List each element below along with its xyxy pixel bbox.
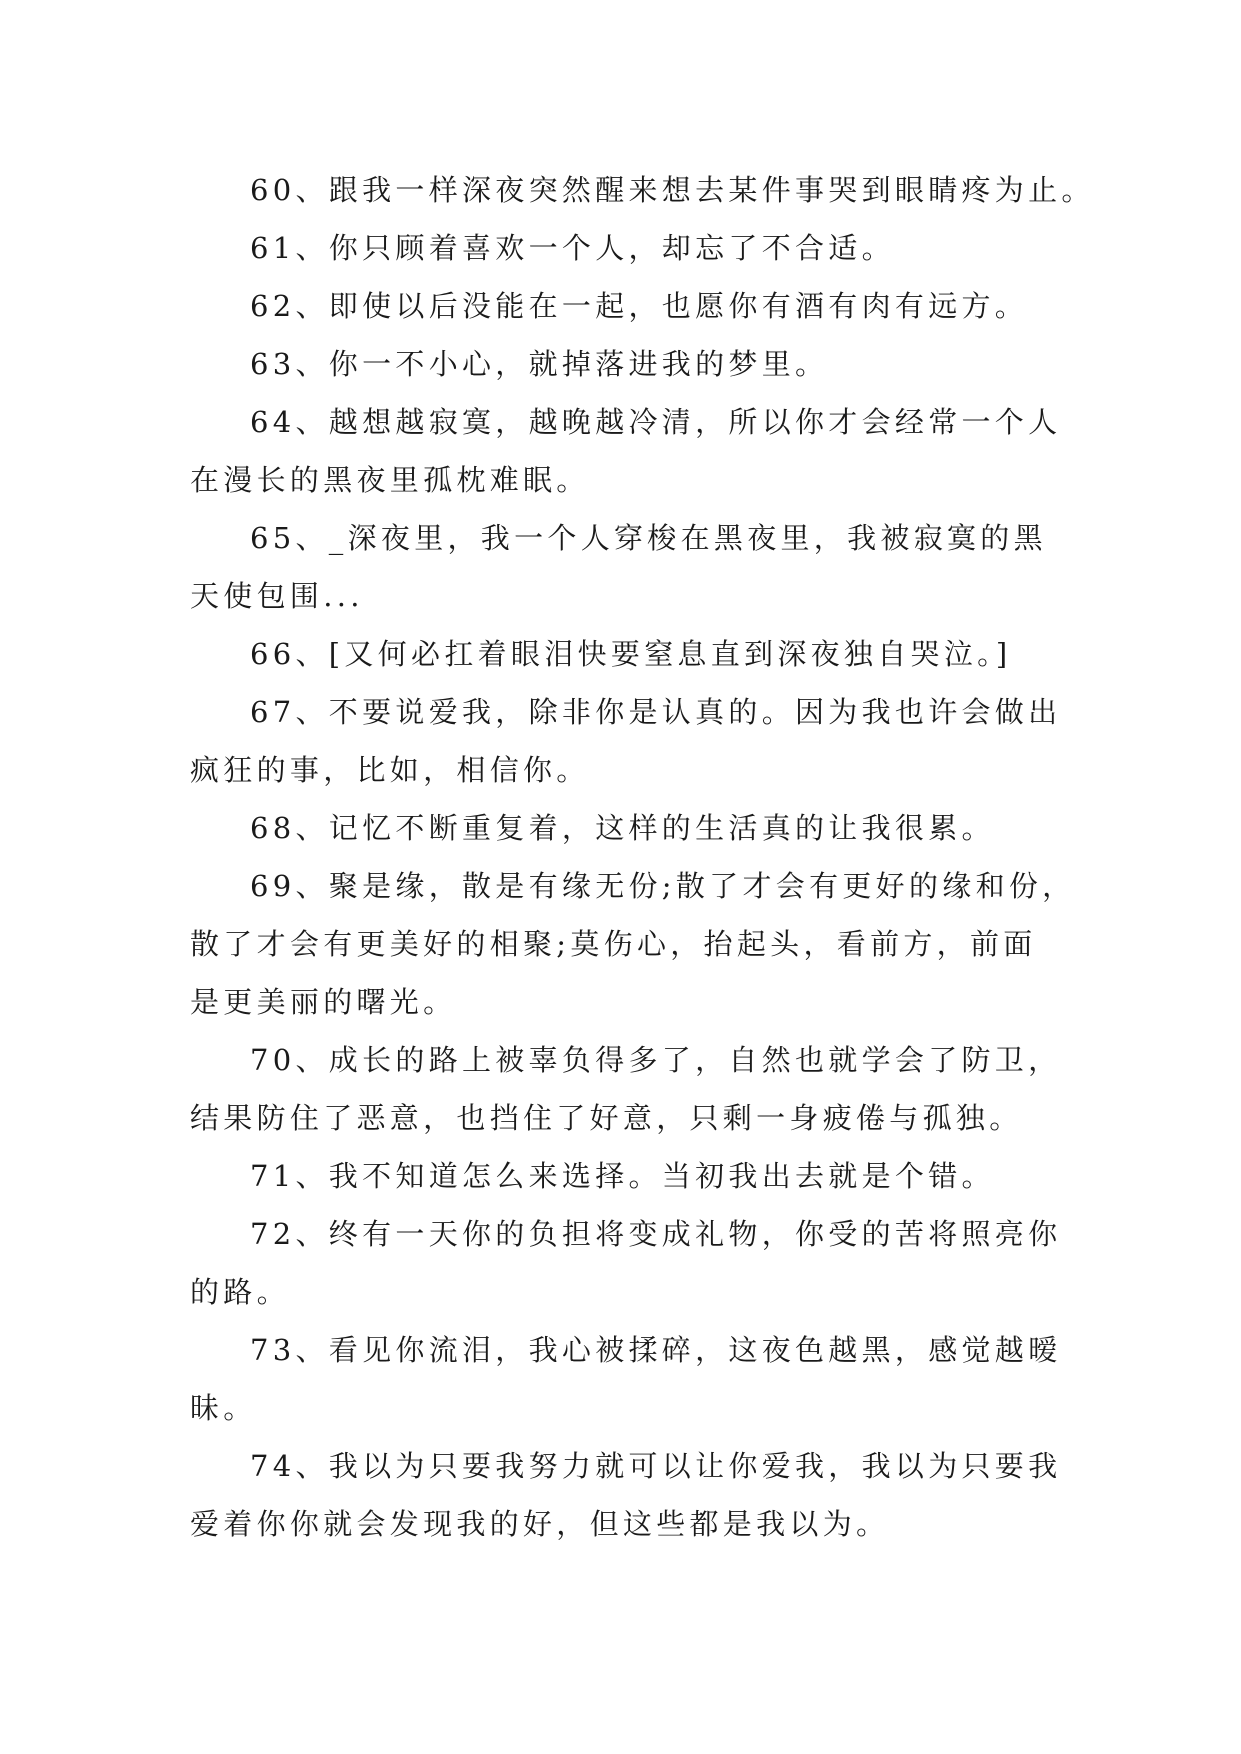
paragraph-line: 64、越想越寂寞，越晚越冷清，所以你才会经常一个人 [250,405,1062,439]
document-body [190,161,1095,1553]
paragraph-line: 73、看见你流泪，我心被揉碎，这夜色越黑，感觉越暧 [250,1333,1062,1367]
paragraph-line: 69、聚是缘，散是有缘无份;散了才会有更好的缘和份， [250,869,1076,903]
paragraph-line: 67、不要说爱我，除非你是认真的。因为我也许会做出 [250,695,1062,729]
paragraph-70 [190,1031,1062,1147]
paragraph-line: 71、我不知道怎么来选择。当初我出去就是个错。 [250,1159,995,1193]
paragraph-line: 天使包围... [190,579,364,613]
paragraph-74 [190,1437,1062,1553]
paragraph-69 [190,857,1076,1031]
paragraph-71 [190,1147,1050,1205]
paragraph-62 [190,277,1050,335]
paragraph-line: 结果防住了恶意，也挡住了好意，只剩一身疲倦与孤独。 [190,1101,1023,1135]
paragraph-65 [190,509,1050,625]
paragraph-line: 70、成长的路上被辜负得多了，自然也就学会了防卫， [250,1043,1062,1077]
paragraph-60 [190,161,1095,219]
paragraph-64 [190,393,1062,509]
paragraph-line: 在漫长的黑夜里孤枕难眠。 [190,463,590,497]
paragraph-line: 74、我以为只要我努力就可以让你爱我，我以为只要我 [250,1449,1062,1483]
paragraph-line: 63、你一不小心，就掉落进我的梦里。 [250,347,829,381]
paragraph-line: 65、_深夜里，我一个人穿梭在黑夜里，我被寂寞的黑 [250,521,1047,555]
paragraph-line: 66、[又何必扛着眼泪快要窒息直到深夜独自哭泣。] [250,637,1012,671]
paragraph-line: 61、你只顾着喜欢一个人，却忘了不合适。 [250,231,895,265]
paragraph-line: 62、即使以后没能在一起，也愿你有酒有肉有远方。 [250,289,1029,323]
paragraph-line: 68、记忆不断重复着，这样的生活真的让我很累。 [250,811,995,845]
paragraph-line: 疯狂的事，比如，相信你。 [190,753,590,787]
paragraph-67 [190,683,1062,799]
paragraph-line: 昧。 [190,1391,257,1425]
paragraph-66 [190,625,1050,683]
paragraph-line: 60、跟我一样深夜突然醒来想去某件事哭到眼睛疼为止。 [250,173,1095,207]
paragraph-line: 的路。 [190,1275,290,1309]
paragraph-68 [190,799,1050,857]
paragraph-line: 爱着你你就会发现我的好，但这些都是我以为。 [190,1507,890,1541]
paragraph-73 [190,1321,1062,1437]
paragraph-63 [190,335,1050,393]
paragraph-72 [190,1205,1062,1321]
paragraph-line: 是更美丽的曙光。 [190,985,457,1019]
paragraph-61 [190,219,1050,277]
paragraph-line: 散了才会有更美好的相聚;莫伤心，抬起头，看前方，前面 [190,927,1037,961]
paragraph-line: 72、终有一天你的负担将变成礼物，你受的苦将照亮你 [250,1217,1062,1251]
